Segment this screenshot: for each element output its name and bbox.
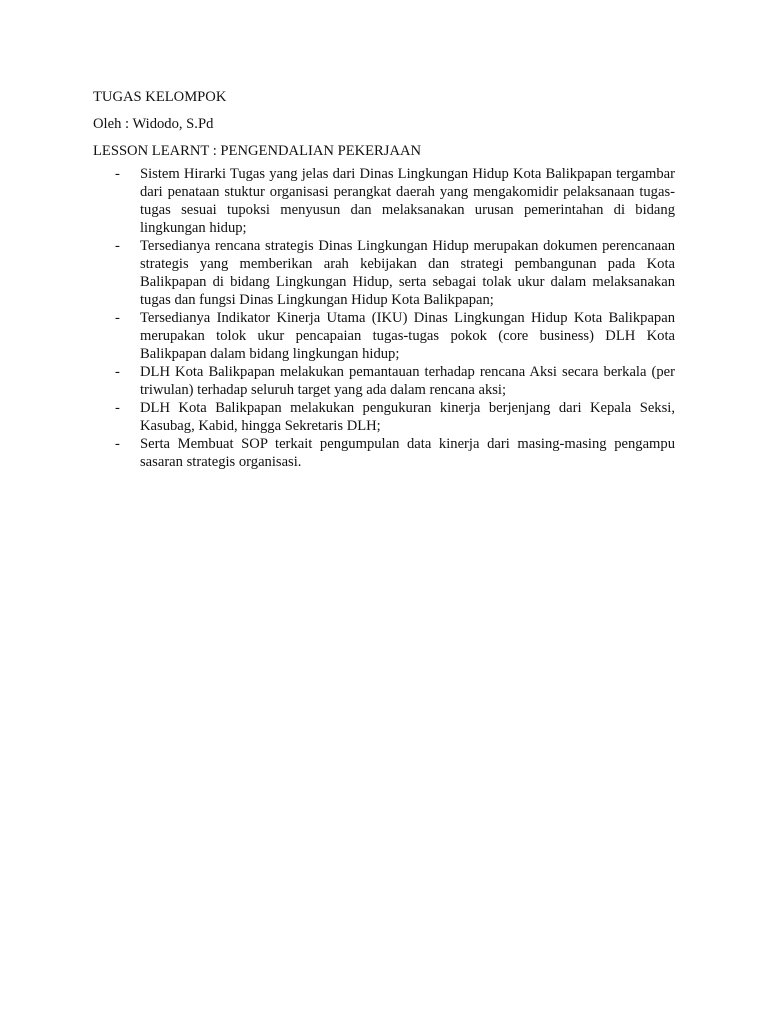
list-item: [93, 399, 675, 435]
list-item: [93, 363, 675, 399]
bullet-dash: -: [115, 400, 120, 416]
bullet-dash: -: [115, 364, 120, 380]
list-item: [93, 237, 675, 309]
list-item: [93, 309, 675, 363]
document-body: [93, 86, 675, 471]
list-item: [93, 165, 675, 237]
bullet-dash: -: [115, 166, 120, 182]
list-item-text: DLH Kota Balikpapan melakukan pengukuran kinerja berjenjang dari Kepala Seksi, Kasubag, Kabid, hingga Sekretaris DLH;: [140, 400, 675, 434]
list-item-text: Sistem Hirarki Tugas yang jelas dari Dinas Lingkungan Hidup Kota Balikpapan tergambar dari penataan stuktur organisasi perangkat daerah yang mengakomidir pelaksanaan tugas-tugas sesuai tupoksi menyusun dan melaksanakan urusan pemerintahan di bidang lingkungan hidup;: [140, 166, 675, 236]
lesson-list: [93, 165, 675, 471]
document-author: Oleh : Widodo, S.Pd: [93, 116, 214, 132]
bullet-dash: -: [115, 310, 120, 326]
list-item-text: DLH Kota Balikpapan melakukan pemantauan terhadap rencana Aksi secara berkala (per triwulan) terhadap seluruh target yang ada dalam rencana aksi;: [140, 364, 675, 398]
list-item-text: Serta Membuat SOP terkait pengumpulan data kinerja dari masing-masing pengampu sasaran strategis organisasi.: [140, 436, 675, 470]
list-item-text: Tersedianya rencana strategis Dinas Lingkungan Hidup merupakan dokumen perencanaan strategis yang memberikan arah kebijakan dan strategi pembangunan pada Kota Balikpapan di bidang Lingkungan Hidup, serta sebagai tolak ukur dalam melaksanakan tugas dan fungsi Dinas Lingkungan Hidup Kota Balikpapan;: [140, 238, 675, 308]
list-item: [93, 435, 675, 471]
bullet-dash: -: [115, 436, 120, 452]
list-item-text: Tersedianya Indikator Kinerja Utama (IKU) Dinas Lingkungan Hidup Kota Balikpapan merupakan tolok ukur pencapaian tugas-tugas pokok (core business) DLH Kota Balikpapan dalam bidang lingkungan hidup;: [140, 310, 675, 362]
document-title: TUGAS KELOMPOK: [93, 89, 227, 105]
document-subtitle: LESSON LEARNT : PENGENDALIAN PEKERJAAN: [93, 143, 422, 159]
bullet-dash: -: [115, 238, 120, 254]
